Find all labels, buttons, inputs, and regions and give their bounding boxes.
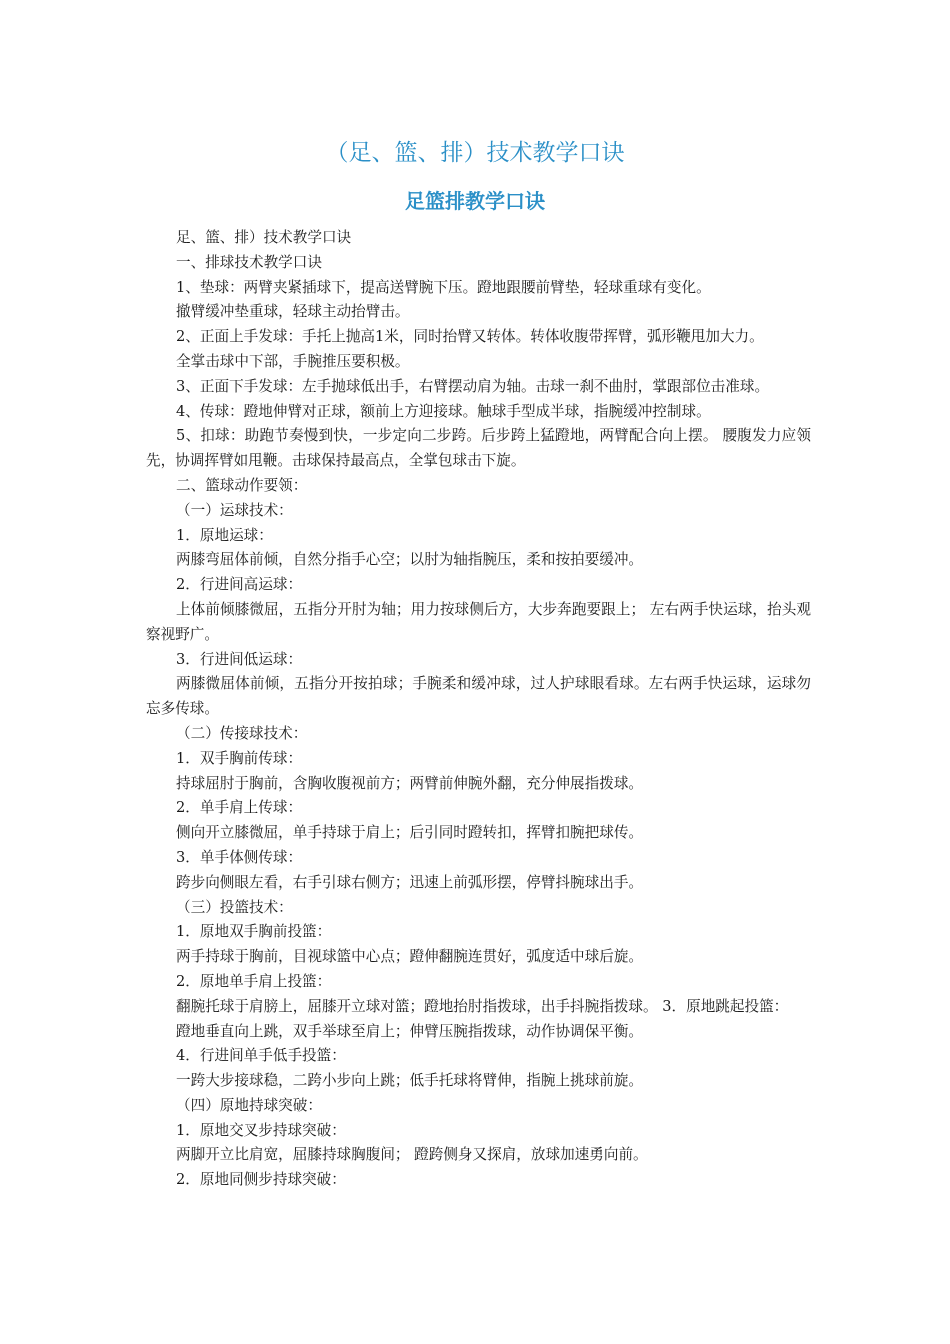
paragraph: 一、排球技术教学口诀 bbox=[176, 253, 322, 271]
paragraph: 跨步向侧眼左看，右手引球右侧方；迅速上前弧形摆，停臂抖腕球出手。 bbox=[176, 873, 644, 891]
document-subtitle: 足篮排教学口诀 bbox=[405, 189, 545, 213]
document-body bbox=[146, 226, 811, 1193]
paragraph: 2．行进间高运球： bbox=[176, 576, 303, 594]
paragraph: 1．原地交叉步持球突破： bbox=[176, 1121, 346, 1139]
paragraph: 两手持球于胸前，目视球篮中心点；蹬伸翻腕连贯好，弧度适中球后旋。 bbox=[176, 948, 644, 966]
paragraph: 一跨大步接球稳，二跨小步向上跳；低手托球将臂伸，指腕上挑球前旋。 bbox=[176, 1072, 644, 1090]
paragraph: 2．原地单手肩上投篮： bbox=[176, 972, 332, 990]
paragraph: 2、正面上手发球：手托上抛高1米，同时抬臂又转体。转体收腹带挥臂，弧形鞭甩加大力。 bbox=[176, 328, 764, 346]
paragraph: （三）投篮技术： bbox=[176, 898, 293, 916]
paragraph: 足、篮、排）技术教学口诀 bbox=[176, 229, 352, 246]
document-title: （足、篮、排）技术教学口诀 bbox=[325, 140, 625, 166]
paragraph: 5、扣球：助跑节奏慢到快，一步定向二步跨。后步跨上猛蹬地，两臂配合向上摆。 腰腹发力应领先，协调挥臂如甩鞭。击球保持最高点，全掌包球击下旋。 bbox=[146, 427, 811, 470]
paragraph: 持球屈肘于胸前，含胸收腹视前方；两臂前伸腕外翻，充分伸展指拨球。 bbox=[176, 774, 644, 792]
paragraph: 1．双手胸前传球： bbox=[176, 749, 303, 767]
paragraph: （一）运球技术： bbox=[176, 501, 293, 519]
paragraph: 蹬地垂直向上跳，双手举球至肩上；伸臂压腕指拨球，动作协调保平衡。 bbox=[176, 1022, 644, 1040]
paragraph: （四）原地持球突破： bbox=[176, 1096, 322, 1114]
paragraph: 两脚开立比肩宽，屈膝持球胸腹间； 蹬跨侧身又探肩，放球加速勇向前。 bbox=[176, 1146, 648, 1164]
paragraph: 3．行进间低运球： bbox=[176, 650, 303, 668]
paragraph: 翻腕托球于肩膀上，屈膝开立球对篮；蹬地抬肘指拨球，出手抖腕指拨球。 3．原地跳起投篮： bbox=[176, 997, 789, 1015]
paragraph: 3．单手体侧传球： bbox=[176, 848, 303, 866]
paragraph: 撤臂缓冲垫重球，轻球主动抬臂击。 bbox=[176, 303, 410, 321]
paragraph: 上体前倾膝微屈，五指分开肘为轴；用力按球侧后方，大步奔跑要跟上； 左右两手快运球，抬头观察视野广。 bbox=[146, 600, 811, 643]
paragraph: 两膝微屈体前倾，五指分开按拍球；手腕柔和缓冲球，过人护球眼看球。左右两手快运球，运球勿忘多传球。 bbox=[146, 675, 811, 718]
paragraph: 2．单手肩上传球： bbox=[176, 799, 303, 817]
paragraph: 两膝弯屈体前倾，自然分指手心空；以肘为轴指腕压，柔和按拍要缓冲。 bbox=[176, 551, 644, 569]
paragraph: 1、垫球：两臂夹紧插球下，提高送臂腕下压。蹬地跟腰前臂垫，轻球重球有变化。 bbox=[176, 278, 711, 296]
paragraph: 1．原地运球： bbox=[176, 526, 273, 544]
paragraph: 1．原地双手胸前投篮： bbox=[176, 923, 332, 941]
paragraph: （二）传接球技术： bbox=[176, 724, 308, 742]
paragraph: 3、正面下手发球：左手抛球低出手，右臂摆动肩为轴。击球一刹不曲肘，掌跟部位击准球。 bbox=[176, 377, 770, 395]
paragraph: 4．行进间单手低手投篮： bbox=[176, 1047, 346, 1065]
paragraph: 2．原地同侧步持球突破： bbox=[176, 1171, 346, 1189]
paragraph: 全掌击球中下部，手腕推压要积极。 bbox=[176, 352, 410, 370]
paragraph: 4、传球：蹬地伸臂对正球，额前上方迎接球。触球手型成半球，指腕缓冲控制球。 bbox=[176, 402, 711, 420]
paragraph: 二、篮球动作要领： bbox=[176, 476, 308, 494]
paragraph: 侧向开立膝微屈，单手持球于肩上；后引同时蹬转扣，挥臂扣腕把球传。 bbox=[176, 824, 644, 842]
